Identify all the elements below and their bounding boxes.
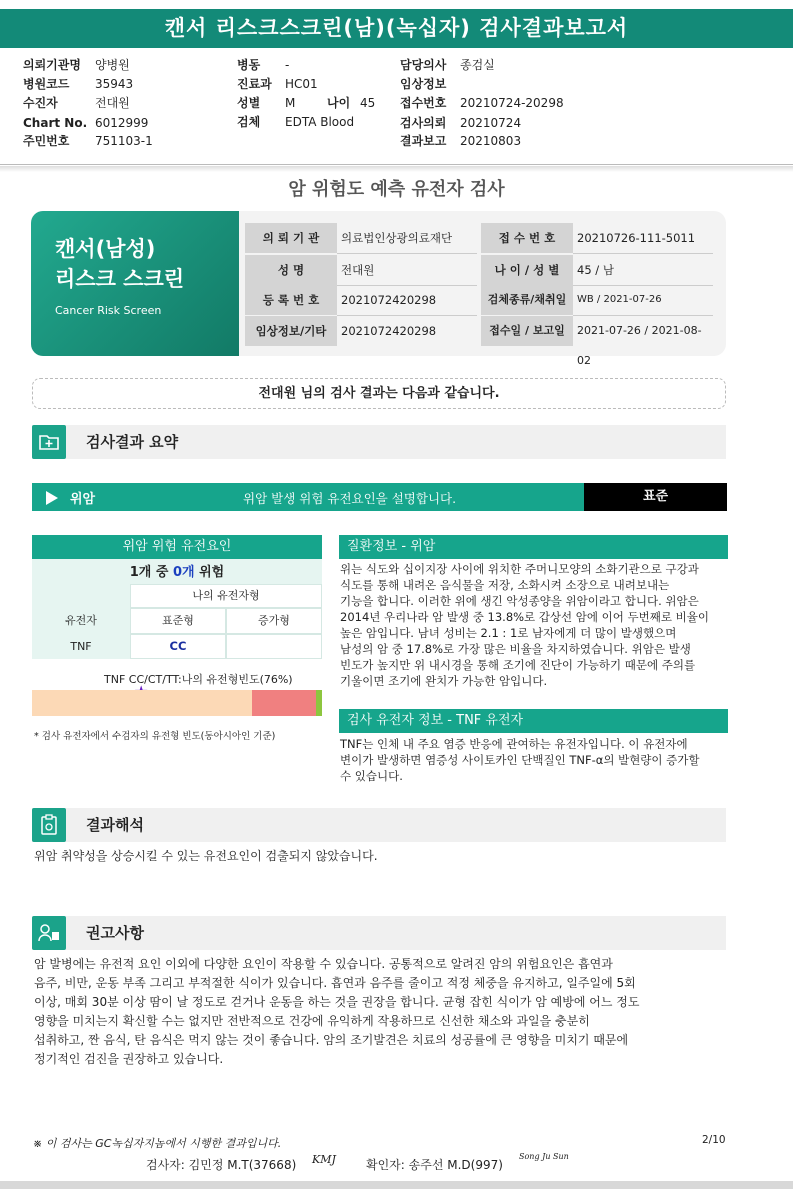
header-info	[0, 0, 793, 160]
risk-table-title: 위암 위험 유전요인	[32, 535, 322, 559]
recommendation-title: 권고사항	[86, 924, 144, 942]
page-bottom-band	[0, 1181, 793, 1189]
value-patient: 전대원	[95, 96, 130, 110]
frequency-label: TNF CC/CT/TT:나의 유전형빈도(76%)	[104, 673, 293, 686]
info-label-clinical: 임상정보/기타	[245, 316, 337, 346]
disease-line: 기울이면 조기에 완치가 가능한 암입니다.	[340, 674, 548, 688]
page-number: 2/10	[702, 1134, 726, 1146]
frequency-segment-cc	[32, 690, 252, 716]
value-ward: -	[285, 58, 290, 72]
value-sex: M	[285, 96, 296, 110]
label-hospital-code: 병원코드	[23, 77, 70, 91]
interpretation-title: 결과해석	[86, 816, 144, 834]
value-specimen: EDTA Blood	[285, 115, 355, 129]
disease-info-title: 질환정보 - 위암	[339, 535, 728, 559]
recommendation-line: 정기적인 검진을 권장하고 있습니다.	[34, 1052, 224, 1066]
label-accession-no: 접수번호	[400, 96, 447, 110]
risk-grade-badge: 표준	[584, 483, 727, 511]
info-value-registration: 2021072420298	[337, 285, 477, 316]
recommendation-text	[34, 955, 734, 1069]
label-request-date: 검사의뢰	[400, 116, 447, 130]
confirmer-signature: Song Ju Sun	[519, 1152, 569, 1161]
info-label-age-sex: 나 이 / 성 별	[481, 255, 573, 285]
info-value-dates: 2021-07-26 / 2021-08-02	[577, 324, 702, 367]
info-label-registration: 등 록 번 호	[245, 285, 337, 315]
frequency-segment-tt	[316, 690, 322, 716]
clipboard-icon	[32, 808, 66, 842]
label-chart-no: Chart No.	[23, 116, 88, 130]
product-title-line2: 리스크 스크린	[55, 267, 185, 291]
page-subtitle: 암 위험도 예측 유전자 검사	[288, 179, 505, 200]
value-resident-no: 751103-1	[95, 134, 153, 148]
confirmer: 확인자: 송주선 M.D(997)	[366, 1158, 503, 1172]
disease-line: 높은 암입니다. 남녀 성비는 2.1 : 1로 남자에게 더 많이 발생했으며	[340, 626, 677, 640]
gene-line: 변이가 발생하면 염증성 사이토카인 단백질인 TNF-α의 발현량이 증가할	[340, 753, 700, 767]
summary-title: 검사결과 요약	[86, 433, 179, 451]
my-genotype-header: 나의 유전자형	[130, 584, 322, 608]
label-patient: 수진자	[23, 96, 58, 110]
col-increased-header: 증가형	[226, 608, 322, 634]
info-value-institution: 의료법인상광의료재단	[337, 223, 477, 254]
disease-info-text	[340, 561, 732, 689]
label-doctor: 담당의사	[400, 58, 447, 72]
recommendation-line: 이상, 매회 30분 이상 땀이 날 정도로 걷거나 운동을 하는 것을 권장을 합니다. 균형 잡힌 식이가 암 예방에 어느 정도	[34, 995, 640, 1009]
interpretation-text: 위암 취약성을 상승시킬 수 있는 유전요인이 검출되지 않았습니다.	[34, 849, 378, 863]
label-department: 진료과	[237, 77, 272, 91]
folder-plus-icon	[32, 425, 66, 459]
frequency-bar	[32, 690, 322, 716]
info-value-age-sex: 45 / 남	[573, 255, 713, 286]
recommendation-line: 섭취하고, 짠 음식, 탄 음식은 먹지 않는 것이 좋습니다. 암의 조기발견은 치료의 성공률에 큰 영향을 미치기 때문에	[34, 1033, 629, 1047]
recommendation-line: 영향을 미치는지 확신할 수는 없지만 전반적으로 건강에 유익하게 작용하므로 신선한 채소와 과일을 충분히	[34, 1014, 590, 1028]
label-sex: 성별	[237, 96, 261, 110]
product-title-en: Cancer Risk Screen	[55, 304, 162, 317]
info-value-specimen-type: WB / 2021-07-26	[573, 285, 713, 316]
risk-count-suffix: 위험	[194, 565, 225, 580]
examiner-signature: KMJ	[312, 1153, 336, 1166]
label-requesting-institution: 의뢰기관명	[23, 58, 81, 72]
label-report-date: 결과보고	[400, 134, 447, 148]
value-hospital-code: 35943	[95, 77, 134, 91]
info-label-accession: 접 수 번 호	[481, 223, 573, 253]
disease-line: 빈도가 높지만 위 내시경을 통해 조기에 진단이 가능하기 때문에 주의를	[340, 658, 696, 672]
product-title-line1: 캔서(남성)	[55, 237, 156, 261]
cancer-risk-bar	[32, 483, 584, 511]
recommendation-line: 음주, 비만, 운동 부족 그리고 부적절한 식이가 있습니다. 흡연과 음주를 줄이고 적정 체중을 유지하고, 일주일에 5회	[34, 976, 636, 990]
disease-line: 남성의 암 중 17.8%로 가장 많은 비율을 차지하였습니다. 위암은 발생	[340, 642, 691, 656]
footer-note: ※ 이 검사는 GC녹십자지놈에서 시행한 결과입니다.	[33, 1137, 282, 1150]
info-label-name: 성 명	[245, 255, 337, 285]
gene-increased-value	[226, 634, 322, 659]
value-request-date: 20210724	[460, 116, 522, 130]
advice-people-icon	[32, 916, 66, 950]
value-doctor: 종검실	[460, 58, 495, 72]
label-resident-no: 주민번호	[23, 134, 70, 148]
value-chart-no: 6012999	[95, 116, 149, 130]
play-triangle-icon	[46, 490, 58, 509]
value-requesting-institution: 양병원	[95, 58, 130, 72]
info-value-accession: 20210726-111-5011	[573, 223, 713, 254]
risk-count-prefix: 1개 중	[129, 565, 173, 580]
col-standard-header: 표준형	[130, 608, 226, 634]
value-age: 45	[360, 96, 376, 110]
label-age: 나이	[327, 96, 351, 110]
product-badge	[31, 211, 239, 356]
disease-line: 식도를 통해 내려온 음식물을 저장, 소화시켜 소장으로 내려보내는	[340, 578, 670, 592]
header-divider	[0, 164, 793, 165]
gene-line: TNF는 인체 내 주요 염증 반응에 관여하는 유전자입니다. 이 유전자에	[340, 737, 688, 751]
value-accession-no: 20210724-20298	[460, 96, 564, 110]
disease-line: 2014년 우리나라 암 발생 중 13.8%로 갑상선 암에 이어 두번째로 비율이	[340, 610, 709, 624]
report-title: 캔서 리스크스크린(남)(녹십자) 검사결과보고서	[0, 9, 793, 48]
info-value-name: 전대원	[337, 255, 477, 286]
greeting-box: 전대원 님의 검사 결과는 다음과 같습니다.	[32, 378, 726, 409]
risk-count-value: 0개	[172, 565, 195, 580]
cancer-name: 위암	[70, 492, 96, 507]
gene-line: 수 있습니다.	[340, 769, 403, 783]
gene-info-text	[340, 736, 732, 784]
info-value-clinical: 2021072420298	[341, 324, 437, 338]
col-gene-header: 유전자	[65, 614, 97, 627]
disease-line: 위는 식도와 십이지장 사이에 위치한 주머니모양의 소화기관으로 구강과	[340, 562, 699, 576]
gene-info-title: 검사 유전자 정보 - TNF 유전자	[339, 709, 728, 733]
label-specimen: 검체	[237, 115, 261, 129]
cancer-description: 위암 발생 위험 유전요인을 설명합니다.	[243, 491, 457, 506]
disease-line: 기능을 합니다. 이러한 위에 생긴 악성종양을 위암이라고 합니다. 위암은	[340, 594, 699, 608]
value-report-date: 20210803	[460, 134, 522, 148]
recommendation-line: 암 발병에는 유전적 요인 이외에 다양한 요인이 작용할 수 있습니다. 공통적으로 알려진 암의 위험요인은 흡연과	[34, 957, 613, 971]
examiner: 검사자: 김민정 M.T(37668)	[146, 1158, 297, 1172]
frequency-segment-ct	[252, 690, 316, 716]
info-label-institution: 의 뢰 기 관	[245, 223, 337, 253]
label-ward: 병동	[237, 58, 261, 72]
header-shadow	[0, 166, 793, 172]
info-label-specimen-type: 검체종류/채취일	[481, 285, 573, 315]
gene-standard-value: CC	[130, 634, 226, 659]
gene-name: TNF	[70, 640, 92, 653]
value-department: HC01	[285, 77, 318, 91]
risk-count	[32, 561, 322, 580]
footnote-text: * 검사 유전자에서 수검자의 유전형 빈도(동아시아인 기준)	[34, 731, 276, 742]
label-clinical-info: 임상정보	[400, 77, 447, 91]
info-label-dates: 접수일 / 보고일	[481, 316, 573, 346]
